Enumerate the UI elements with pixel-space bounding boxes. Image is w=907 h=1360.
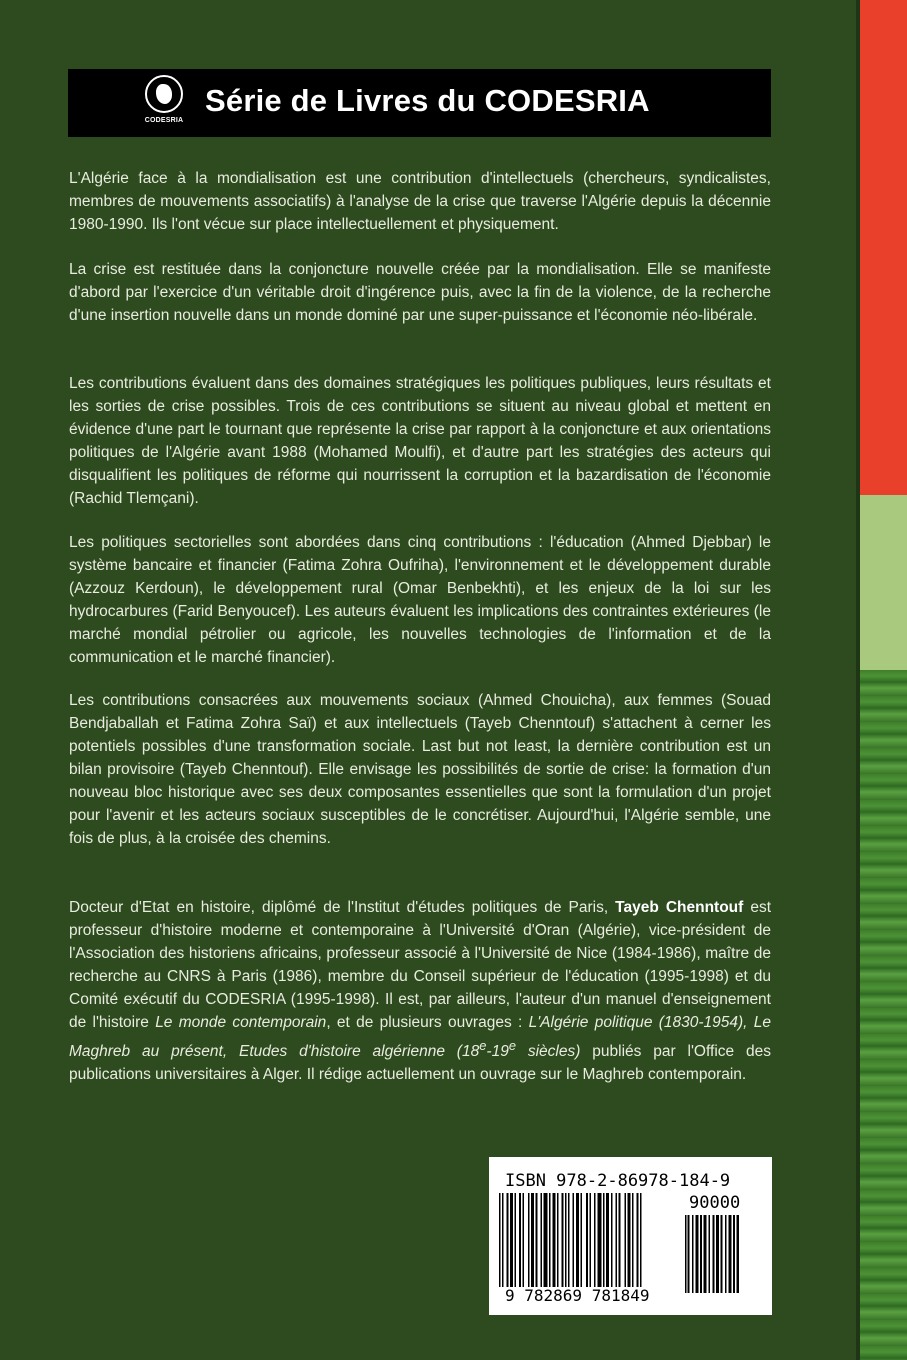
author-name: Tayeb Chenntouf [615,899,744,916]
series-banner [68,69,771,137]
spine-light-green-band [860,495,907,670]
barcode-bar [725,1215,727,1293]
barcode-bar [536,1193,538,1287]
barcode-bar [733,1215,735,1293]
barcode-bar [716,1215,719,1293]
paragraph-intro: L'Algérie face à la mondialisation est une contribution d'intellectuels (chercheurs, syndicalistes, membres de mouvements associatifs) à l'analyse de la crise que traverse l'Algérie depuis la décennie 1980-1990. Ils l'ont vécue sur place intellectuellement et physiquement. [69,170,771,233]
barcode-bar [640,1193,642,1287]
barcode-bar [713,1215,715,1293]
barcode-bar [586,1193,588,1287]
barcode-bar [721,1215,723,1293]
africa-map-icon [156,84,172,104]
paragraph-crisis: La crise est restituée dans la conjoncture nouvelle créée par la mondialisation. Elle se manifeste d'abord par l'exercice d'un véritable droit d'ingérence puis, avec la fin de la violence, de la recherche d'une insertion nouvelle dans un monde dominé par une super-puissance et l'économie néo-libérale. [69,261,771,324]
paragraph-social-movements: Les contributions consacrées aux mouvements sociaux (Ahmed Chouicha), aux femmes (Souad Bendjaballah et Fatima Zohra Saï) et aux intellectuels (Tayeb Chenntouf) s'attachent à cerner les potentiels possibles d'une transformation sociale. Last but not least, la dernière contribution est un bilan provisoire (Tayeb Chenntouf). Elle envisage les possibilités de sortie de crise: la formation d'un nouveau bloc historique avec ses deux composantes essentielles que sont la formulation d'un projet pour l'avenir et les acteurs sociaux susceptibles de le concrétiser. Aujourd'hui, l'Algérie semble, une fois de plus, à la croisée des chemins. [69,692,771,847]
barcode-bar [700,1215,702,1293]
barcode-bar [528,1193,530,1287]
barcode-bar [619,1193,621,1287]
barcode-bar [573,1193,575,1287]
logo-label: CODESRIA [144,117,184,124]
barcode-bar [696,1215,699,1293]
barcode-bar [737,1215,740,1293]
series-title: Série de Livres du CODESRIA [205,83,650,118]
barcode-addon-bars [685,1215,757,1293]
barcode-bar [523,1193,525,1287]
barcode-bar [688,1215,690,1293]
barcode-bar [507,1193,509,1287]
barcode-bar [531,1193,534,1287]
barcode-bar [709,1215,711,1293]
barcode-bar [502,1193,504,1287]
barcode-bar [594,1193,596,1287]
barcode-bar [541,1193,543,1287]
barcode-bar [606,1193,609,1287]
barcode-bar [637,1193,639,1287]
barcode-bar [557,1193,559,1287]
barcode-bar [616,1193,618,1287]
barcode-bar [603,1193,605,1287]
spine-green-band [860,670,907,1360]
barcode-bar [519,1193,521,1287]
ean-digits: 9 782869 781849 [505,1286,650,1305]
barcode-bar [625,1193,627,1287]
paragraph-sectoral-policies: Les politiques sectorielles sont abordées dans cinq contributions : l'éducation (Ahmed Djebbar) le système bancaire et financier (Fatima Zohra Oufriha), l'environnement et le développement durable (Azzouz Kerdoun), le développement rural (Omar Benbekhti), et les enjeux de la loi sur les hydrocarbures (Farid Benyoucef). Les auteurs évaluent les implications des contraintes extérieures (le marché mondial pétrolier ou agricole, les nouvelles technologies de l'information et de la communication et le marché financier). [69,534,771,666]
barcode-bar [568,1193,570,1287]
barcode-bar [549,1193,551,1287]
barcode-bar [581,1193,583,1287]
barcode-bar [544,1193,548,1287]
barcode-bar [632,1193,634,1287]
codesria-logo-icon [145,75,183,113]
barcode-bar [553,1193,556,1287]
barcode-bar [704,1215,707,1293]
spine-red-band [860,0,907,495]
book-title: Le monde contemporain [155,1014,327,1031]
barcode-bar [562,1193,564,1287]
barcode-bar [729,1215,732,1293]
barcode-bar [692,1215,694,1293]
barcode-bar [598,1193,602,1287]
barcode-bar [565,1193,567,1287]
barcode-bar [590,1193,592,1287]
author-bio: Docteur d'Etat en histoire, diplômé de l'Institut d'études politiques de Paris, Tayeb Chenntouf est professeur d'histoire moderne et contemporaine à l'Université d'Oran (Algérie), vice-président de l'Association des historiens africains, professeur associé à l'Université de Nice (1984-1986), maître de recherche au CNRS à Paris (1986), membre du Conseil supérieur de l'éducation (1995-1998) et du Comité exécutif du CODESRIA (1995-1998). Il est, par ailleurs, l'auteur d'un manuel d'enseignement de l'histoire Le monde contemporain, et de plusieurs ouvrages : L'Algérie politique (1830-1954), Le Maghreb au présent, Etudes d'histoire algérienne (18e-19e siècles) publiés par l'Office des publications universitaires à Alger. Il rédige actuellement un ouvrage sur le Maghreb contemporain. [69,899,772,1084]
barcode-bar [499,1193,501,1287]
barcode-bar [515,1193,517,1287]
price-code: 90000 [689,1193,741,1213]
barcode-bar [611,1193,613,1287]
barcode-bar [576,1193,579,1287]
isbn-barcode [489,1157,772,1315]
paragraph-contributions: Les contributions évaluent dans des domaines stratégiques les politiques publiques, leurs résultats et les sorties de crise possibles. Trois de ces contributions se situent au niveau global et mettent en évidence d'une part le tournant que représente la crise par rapport à la conjoncture et aux orientations politiques de l'Algérie avant 1988 (Mohamed Moulfi), et d'autre part les stratégies des acteurs qui disqualifient les politiques de réforme qui nourrissent la corruption et la bazardisation de l'économie (Rachid Tlemçani). [69,375,771,507]
barcode-bar [685,1215,687,1293]
book-titles: L'Algérie politique (1830-1954), Le Maghreb au présent, Etudes d'histoire algérienne (18e-19e siècles) [69,1014,772,1061]
barcode-bars [499,1193,674,1287]
isbn-label: ISBN 978-2-86978-184-9 [505,1171,731,1191]
barcode-bar [510,1193,513,1287]
barcode-bar [628,1193,631,1287]
